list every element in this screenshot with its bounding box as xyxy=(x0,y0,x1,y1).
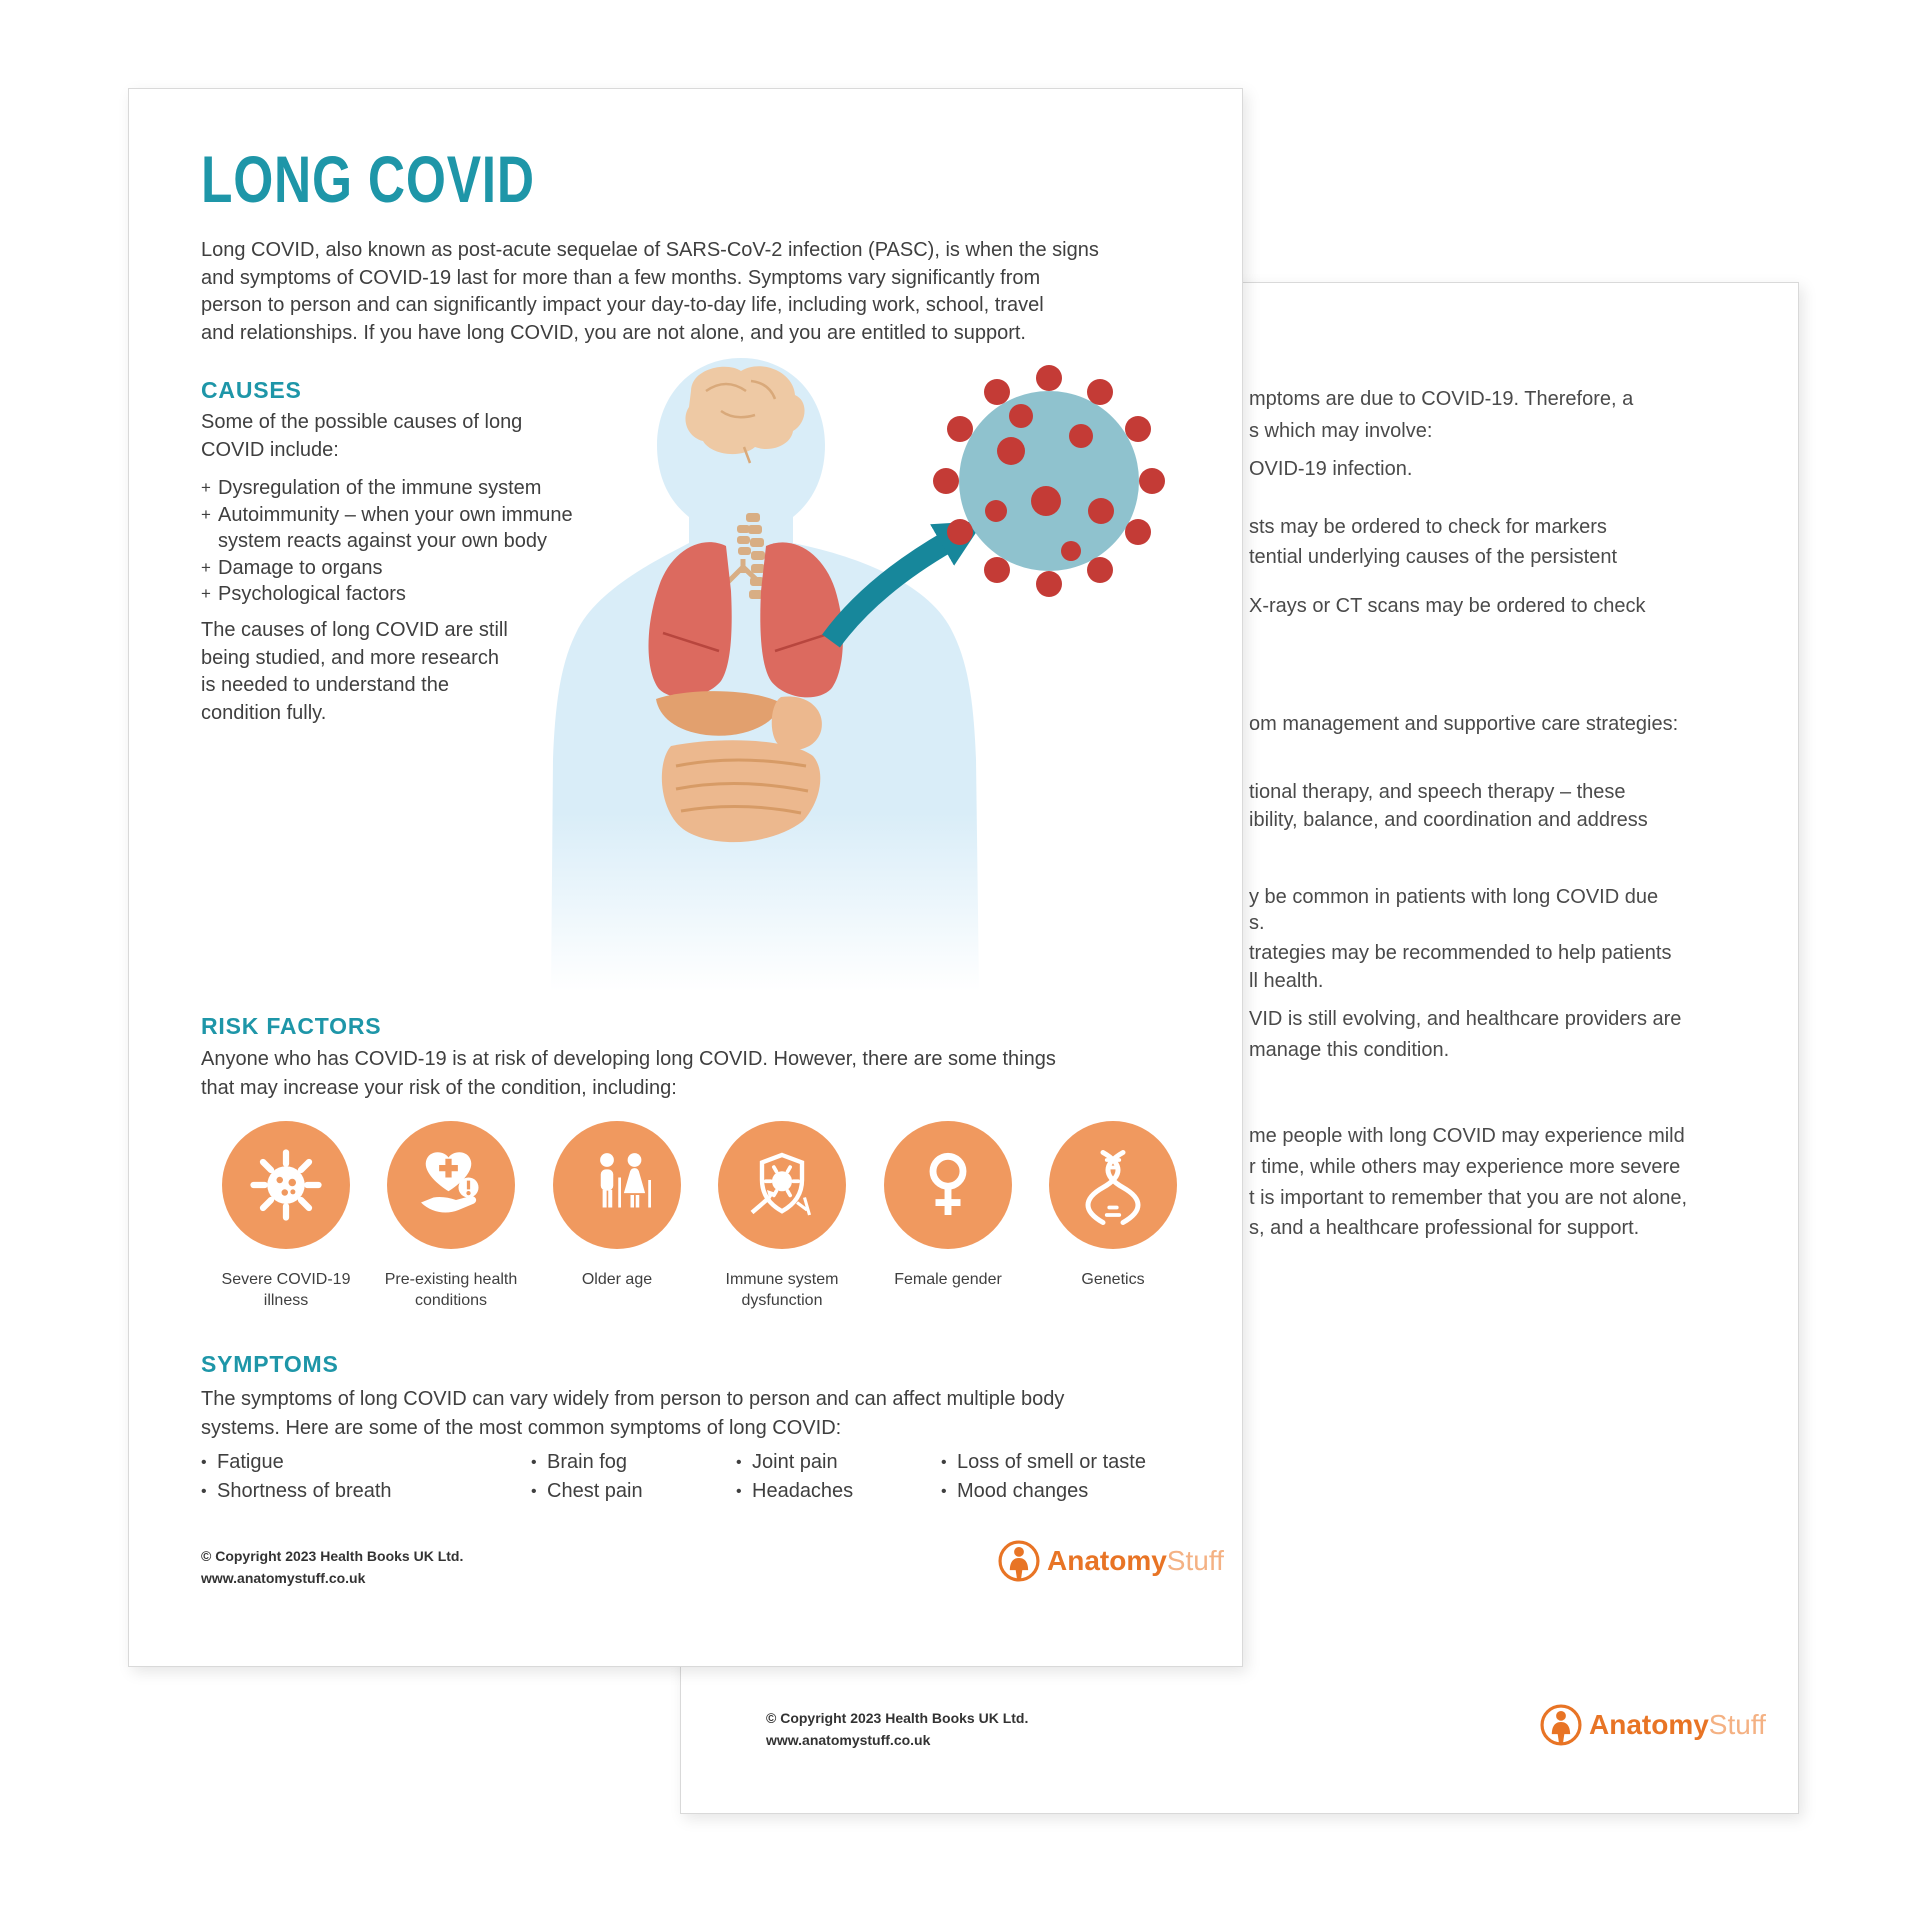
anatomystuff-logo xyxy=(997,1539,1224,1583)
causes-lead: Some of the possible causes of long COVID include: xyxy=(201,411,523,461)
website-url: www.anatomystuff.co.uk xyxy=(201,1570,366,1586)
symptoms-heading: SYMPTOMS xyxy=(201,1351,339,1377)
causes-heading: CAUSES xyxy=(201,377,302,403)
digestive-organs-illustration xyxy=(656,691,822,842)
truncated-text-line: t is important to remember that you are not alone, xyxy=(1249,1187,1687,1209)
causes-bullet: + Autoimmunity – when your own immune xyxy=(201,502,621,529)
anatomy-illustration xyxy=(541,331,1201,991)
risk-item-label: Older age xyxy=(581,1271,653,1288)
truncated-text-line: trategies may be recommended to help patients xyxy=(1249,942,1672,964)
dna-icon xyxy=(1049,1121,1177,1249)
causes-bullet: + Damage to organs xyxy=(201,555,621,582)
causes-bullet-continuation: system reacts against your own body xyxy=(218,530,548,552)
symptom-item: • Mood changes xyxy=(941,1477,1146,1506)
symptom-item: • Joint pain xyxy=(736,1448,853,1477)
risk-item-preexisting-conditions xyxy=(371,1121,531,1311)
body-silhouette xyxy=(551,358,979,991)
intro-line: Long COVID, also known as post-acute sequelae of SARS-CoV-2 infection (PASC), is when the signs xyxy=(201,239,1099,261)
truncated-text-line: ibility, balance, and coordination and address xyxy=(1249,809,1648,831)
risk-item-label: Genetics xyxy=(1081,1271,1145,1288)
symptoms-column xyxy=(736,1448,853,1506)
truncated-text-line: tional therapy, and speech therapy – these xyxy=(1249,781,1626,803)
symptoms-column xyxy=(941,1448,1146,1506)
copyright-block xyxy=(766,1707,1028,1751)
logo-wordmark: AnatomyStuff xyxy=(1589,1709,1766,1740)
website-url: www.anatomystuff.co.uk xyxy=(766,1732,931,1748)
truncated-text-line: manage this condition. xyxy=(1249,1039,1450,1061)
risk-factors-heading: RISK FACTORS xyxy=(201,1013,382,1039)
risk-item-label: Female gender xyxy=(894,1271,1002,1288)
truncated-text-line: y be common in patients with long COVID due xyxy=(1249,886,1659,908)
risk-factors-lead: Anyone who has COVID-19 is at risk of developing long COVID. However, there are some things that may increase your risk of the condition, including: xyxy=(201,1048,1056,1099)
copyright-block xyxy=(201,1545,463,1589)
risk-item-severe-covid xyxy=(206,1121,366,1311)
risk-item-label: Immune system dysfunction xyxy=(725,1271,839,1309)
truncated-text-line: om management and supportive care strategies: xyxy=(1249,713,1679,735)
causes-bullet: + Psychological factors xyxy=(201,581,621,608)
page-title: LONG COVID xyxy=(201,142,535,216)
copyright-text: © Copyright 2023 Health Books UK Ltd. xyxy=(201,1548,464,1564)
intro-line: and symptoms of COVID-19 last for more than a few months. Symptoms vary significantly from xyxy=(201,266,1041,289)
risk-item-label: Pre-existing health conditions xyxy=(384,1271,518,1309)
symptom-item: • Chest pain xyxy=(531,1477,643,1506)
anatomystuff-logo-icon xyxy=(997,1539,1041,1583)
truncated-text-line: me people with long COVID may experience mild xyxy=(1249,1125,1685,1147)
copyright-text: © Copyright 2023 Health Books UK Ltd. xyxy=(766,1710,1029,1726)
truncated-text-line: tential underlying causes of the persistent xyxy=(1249,546,1617,568)
symptom-item: • Headaches xyxy=(736,1477,853,1506)
immune-shield-icon xyxy=(718,1121,846,1249)
symptoms-column xyxy=(531,1448,643,1506)
symptom-item: • Loss of smell or taste xyxy=(941,1448,1146,1477)
female-symbol-icon xyxy=(884,1121,1012,1249)
truncated-text-line: sts may be ordered to check for markers xyxy=(1249,516,1607,538)
symptom-item: • Brain fog xyxy=(531,1448,643,1477)
coronavirus-icon xyxy=(222,1121,350,1249)
intro-line: and relationships. If you have long COVID, you are not alone, and you are entitled to support. xyxy=(201,321,1026,344)
logo-wordmark: AnatomyStuff xyxy=(1047,1545,1224,1576)
intro-line: person to person and can significantly impact your day-to-day life, including work, school, travel xyxy=(201,294,1044,316)
truncated-text-line: ll health. xyxy=(1249,970,1324,992)
anatomystuff-logo-icon xyxy=(1539,1703,1583,1747)
anatomystuff-logo xyxy=(1539,1703,1766,1747)
risk-item-older-age xyxy=(537,1121,697,1290)
risk-item-female-gender xyxy=(868,1121,1028,1290)
risk-item-genetics xyxy=(1033,1121,1193,1290)
causes-bullet: + Dysregulation of the immune system xyxy=(201,475,621,502)
truncated-text-line: X-rays or CT scans may be ordered to check xyxy=(1249,595,1646,617)
coronavirus-illustration xyxy=(933,365,1165,597)
truncated-text-line: mptoms are due to COVID-19. Therefore, a xyxy=(1249,388,1634,410)
symptoms-column xyxy=(201,1448,392,1506)
symptom-item: • Fatigue xyxy=(201,1448,392,1477)
heart-in-hand-icon xyxy=(387,1121,515,1249)
truncated-text-line: s which may involve: xyxy=(1249,420,1433,442)
elderly-couple-icon xyxy=(553,1121,681,1249)
truncated-text-line: s. xyxy=(1249,912,1265,934)
risk-item-immune-dysfunction xyxy=(702,1121,862,1311)
symptoms-lead: The symptoms of long COVID can vary widely from person to person and can affect multiple body systems. Here are some of the most common symptoms of long COVID: xyxy=(201,1388,1065,1439)
truncated-text-line: OVID-19 infection. xyxy=(1249,458,1413,480)
front-page xyxy=(128,88,1243,1667)
risk-item-label: Severe COVID-19 illness xyxy=(221,1271,351,1309)
symptom-item: • Shortness of breath xyxy=(201,1477,392,1506)
causes-outro: The causes of long COVID are still being studied, and more research is needed to understand the condition fully. xyxy=(201,619,508,724)
truncated-text-line: r time, while others may experience more severe xyxy=(1249,1156,1681,1178)
truncated-text-line: VID is still evolving, and healthcare providers are xyxy=(1249,1008,1682,1030)
truncated-text-line: s, and a healthcare professional for support. xyxy=(1249,1217,1640,1239)
